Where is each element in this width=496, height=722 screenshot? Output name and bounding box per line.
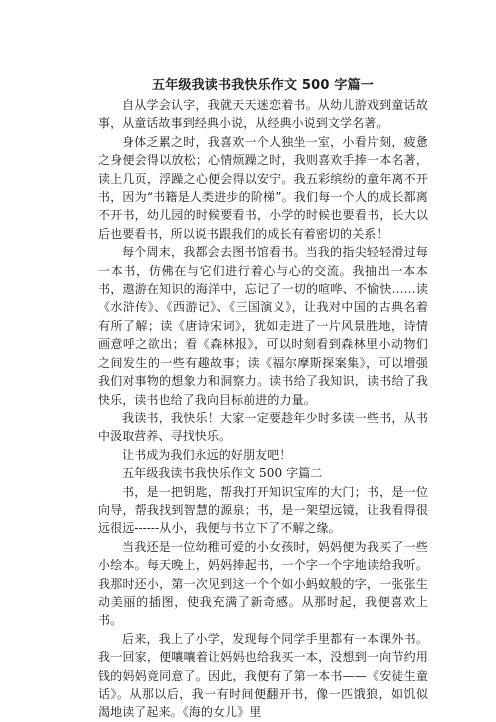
paragraph: 我读书，我快乐！大家一定要趁年少时多读一些书，从书中汲取营养、寻找快乐。: [98, 410, 428, 444]
essay-body: [98, 76, 428, 722]
paragraph: 身体乏累之时，我喜欢一个人独坐一室，小看片刻，疲惫之身便会得以放松；心情烦躁之时，我则喜欢手捧一本名著，读上几页，浮躁之心便会得以安宁。我五彩缤纷的童年离不开书，因为“书籍是人类进步的阶梯”。我们每一个人的成长都离不开书，幼儿园的时候要看书，小学的时候也要看书，长大以后也要看书，所以说书跟我们的成长有着密切的关系！: [98, 134, 428, 241]
essay-title: 五年级我读书我快乐作文 500 字篇一: [152, 78, 374, 93]
paragraph: 让书成为我们永远的好朋友吧！: [122, 447, 292, 462]
paragraph: 后来，我上了小学，发现每个同学手里都有一本课外书。我一回家，便嚷嚷着让妈妈也给我买一本，没想到一向节约用钱的妈妈竟同意了。因此，我便有了第一本书——《安徒生童话》。从那以后，我一有时间便翻开书，像一匹饿狼，如饥似渴地读了起来。《海的女儿》里: [98, 631, 428, 720]
paragraph: 每个周末，我都会去图书馆看书。当我的指尖轻轻滑过每一本书，仿佛在与它们进行着心与心的交流。我抽出一本本书，遨游在知识的海洋中，忘记了一切的喧哗、不愉快……读《水浒传》、《西游记》、《三国演义》，让我对中国的古典名着有所了解；读《唐诗宋词》，犹如走进了一片风景胜地，诗情画意呼之欲出；看《森林报》，可以时刻看到森林里小动物们之间发生的一些有趣故事；读《福尔摩斯探案集》，可以增强我们对事物的想象力和洞察力。读书给了我知识，读书给了我快乐，读书也给了我向目标前进的力量。: [98, 245, 428, 407]
paragraph: 自从学会认字，我就天天迷恋着书。从幼儿游戏到童话故事，从童话故事到经典小说，从经典小说到文学名著。: [98, 98, 428, 131]
section-heading: 五年级我读书我快乐作文 500 字篇二: [122, 466, 323, 481]
paragraph: 当我还是一位幼稚可爱的小女孩时，妈妈便为我买了一些小绘本。每天晚上，妈妈捧起书，一个字一个字地读给我听。我那时还小，第一次见到这一个个如小蚂蚁般的字，一张张生动美丽的插图，使我充满了新奇感。从那时起，我便喜欢上书。: [98, 539, 428, 628]
paragraph: 书，是一把钥匙，帮我打开知识宝库的大门；书，是一位向导，帮我找到智慧的源泉；书，是一架望远镜，让我看得很远很远------从小，我便与书立下了不解之缘。: [98, 484, 428, 536]
